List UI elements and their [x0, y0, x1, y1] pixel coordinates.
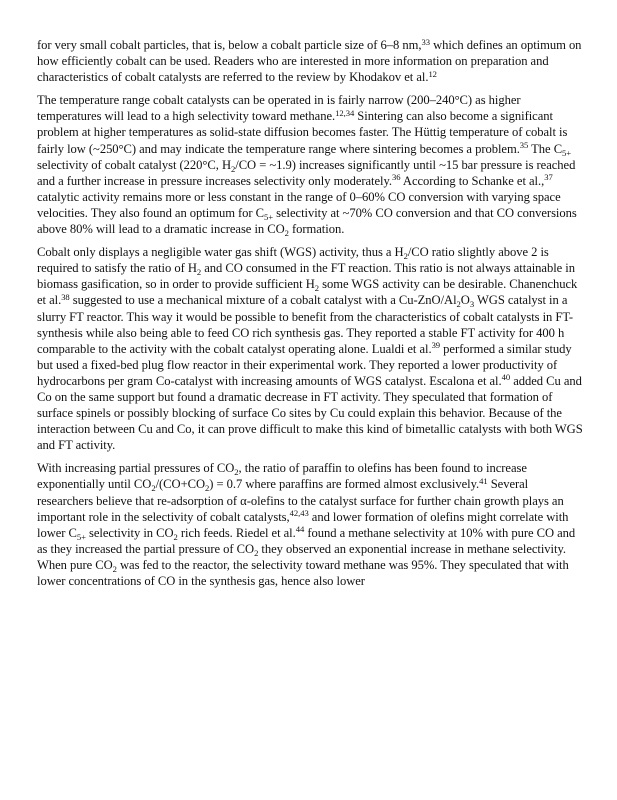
citation-superscript: 33 — [421, 36, 430, 47]
text-run: which defines an optimum on how efficiently cobalt can be used. Readers who are interested in more information on preparation and characteristics of cobalt catalysts are referred to the review by Khodakov et al. — [37, 38, 582, 85]
citation-superscript: 37 — [544, 172, 553, 183]
text-run: they observed an exponential increase in methane selectivity. When pure CO — [37, 541, 566, 572]
text-run: was fed to the reactor, the selectivity toward methane was 95%. They speculated that with lower concentrations of CO in the synthesis gas, hence also lower — [37, 557, 569, 588]
text-run: catalytic activity remains more or less constant in the range of 0–60% CO conversion with varying space velocities. They also found an optimum for C — [37, 189, 561, 220]
citation-superscript: 12,34 — [335, 107, 355, 118]
text-run: suggested to use a mechanical mixture of a cobalt catalyst with a Cu-ZnO/Al — [69, 293, 457, 308]
text-run: formation. — [288, 222, 345, 237]
text-run: The temperature range cobalt catalysts can be operated in is fairly narrow (200–240°C) as higher temperatures will lead to a high selectivity toward methane. — [37, 93, 521, 124]
text-run: and lower formation of olefins might correlate with lower C — [37, 509, 569, 540]
text-run: According to Schanke et al., — [400, 173, 545, 188]
text-run: Sintering can also become a significant problem at higher temperatures as solid-state diffusion becomes faster. The Hüttig temperature of cobalt is fairly low (~250°C) and may indicate the temperature range where sintering becomes a problem. — [37, 109, 568, 156]
text-run: performed a similar study but used a fixed-bed plug flow reactor in their experimental work. They reported a lower productivity of hydrocarbons per gram Co-catalyst with increasing amounts of WGS catalyst. Escalona et al. — [37, 341, 572, 388]
text-run: Several researchers believe that re-adsorption of α-olefins to the catalyst surface for further chain growth plays an important role in the selectivity of cobalt catalysts, — [37, 477, 564, 524]
text-run: /CO = ~1.9) increases significantly until ~15 bar pressure is reached and a further increase in pressure increases selectivity only moderately. — [37, 157, 576, 188]
subscript: 5+ — [76, 531, 86, 542]
citation-superscript: 36 — [392, 172, 401, 183]
text-run: , the ratio of paraffin to olefins has been found to increase exponentially until CO — [37, 461, 527, 492]
subscript: 5+ — [562, 147, 572, 158]
citation-superscript: 38 — [61, 291, 70, 302]
subscript: 2 — [205, 483, 210, 494]
subscript: 3 — [469, 299, 475, 310]
citation-superscript: 42,43 — [289, 508, 309, 519]
text-run: for very small cobalt particles, that is, below a cobalt particle size of 6–8 nm, — [37, 38, 422, 52]
subscript: 2 — [196, 267, 202, 278]
subscript: 2 — [112, 563, 117, 574]
subscript: 2 — [254, 547, 259, 558]
text-run: found a methane selectivity at 10% with pure CO and as they increased the partial pressure of CO — [37, 525, 576, 556]
subscript: 2 — [231, 163, 236, 174]
citation-superscript: 44 — [295, 524, 305, 535]
text-run: With increasing partial pressures of CO — [37, 461, 235, 476]
text-run: Cobalt only displays a negligible water gas shift (WGS) activity, thus a H — [37, 245, 404, 260]
text-run: and CO consumed in the FT reaction. This ratio is not always attainable in biomass gasification, so in order to provide sufficient H — [37, 261, 575, 292]
text-run: selectivity in CO — [85, 525, 174, 540]
text-run: O — [460, 293, 470, 308]
paragraph — [37, 244, 583, 453]
text-run: /CO ratio slightly above 2 is required to satisfy the ratio of H — [37, 245, 549, 276]
text-run: rich feeds. Riedel et al. — [177, 525, 296, 540]
citation-superscript: 41 — [479, 475, 488, 486]
citation-superscript: 39 — [431, 340, 441, 351]
subscript: 2 — [284, 228, 289, 239]
subscript: 2 — [314, 283, 320, 294]
text-run: added Cu and Co on the same support but found a dramatic decrease in FT activity. They speculated that formation of surface spinels or possibly blocking of surface Co sites by Cu could explain this behavior. Because of the interaction between Cu and Co, it can prove difficult to make this kind of bimetallic catalysts with both WGS and FT activity. — [37, 373, 583, 453]
paragraph — [37, 92, 583, 237]
paragraph — [37, 460, 583, 589]
text-run: selectivity of cobalt catalyst (220°C, H — [37, 157, 231, 172]
text-run: WGS catalyst in a slurry FT reactor. This way it would be possible to benefit from the characteristics of cobalt catalysts in FT-synthesis while also being able to feed CO rich synthesis gas. They reported a stable FT activity for 400 h comparable to the activity with the cobalt catalyst operating alone. Lualdi et al. — [37, 293, 573, 356]
subscript: 5+ — [264, 211, 274, 222]
subscript: 2 — [403, 251, 408, 262]
subscript: 2 — [151, 483, 156, 494]
text-run: selectivity at ~70% CO conversion and that CO conversions above 80% will lead to a dramatic increase in CO — [37, 205, 577, 237]
subscript: 2 — [456, 299, 461, 310]
subscript: 2 — [234, 467, 239, 478]
citation-superscript: 12 — [428, 68, 437, 79]
citation-superscript: 40 — [501, 372, 511, 383]
text-run: The C — [528, 141, 563, 156]
text-run: /(CO+CO — [155, 477, 206, 492]
paragraph — [37, 37, 583, 85]
citation-superscript: 35 — [519, 140, 529, 151]
text-run: some WGS activity can be desirable. Chanenchuck et al. — [37, 277, 578, 308]
subscript: 2 — [173, 531, 178, 542]
text-run: ) = 0.7 where paraffins are formed almost exclusively. — [209, 477, 480, 492]
